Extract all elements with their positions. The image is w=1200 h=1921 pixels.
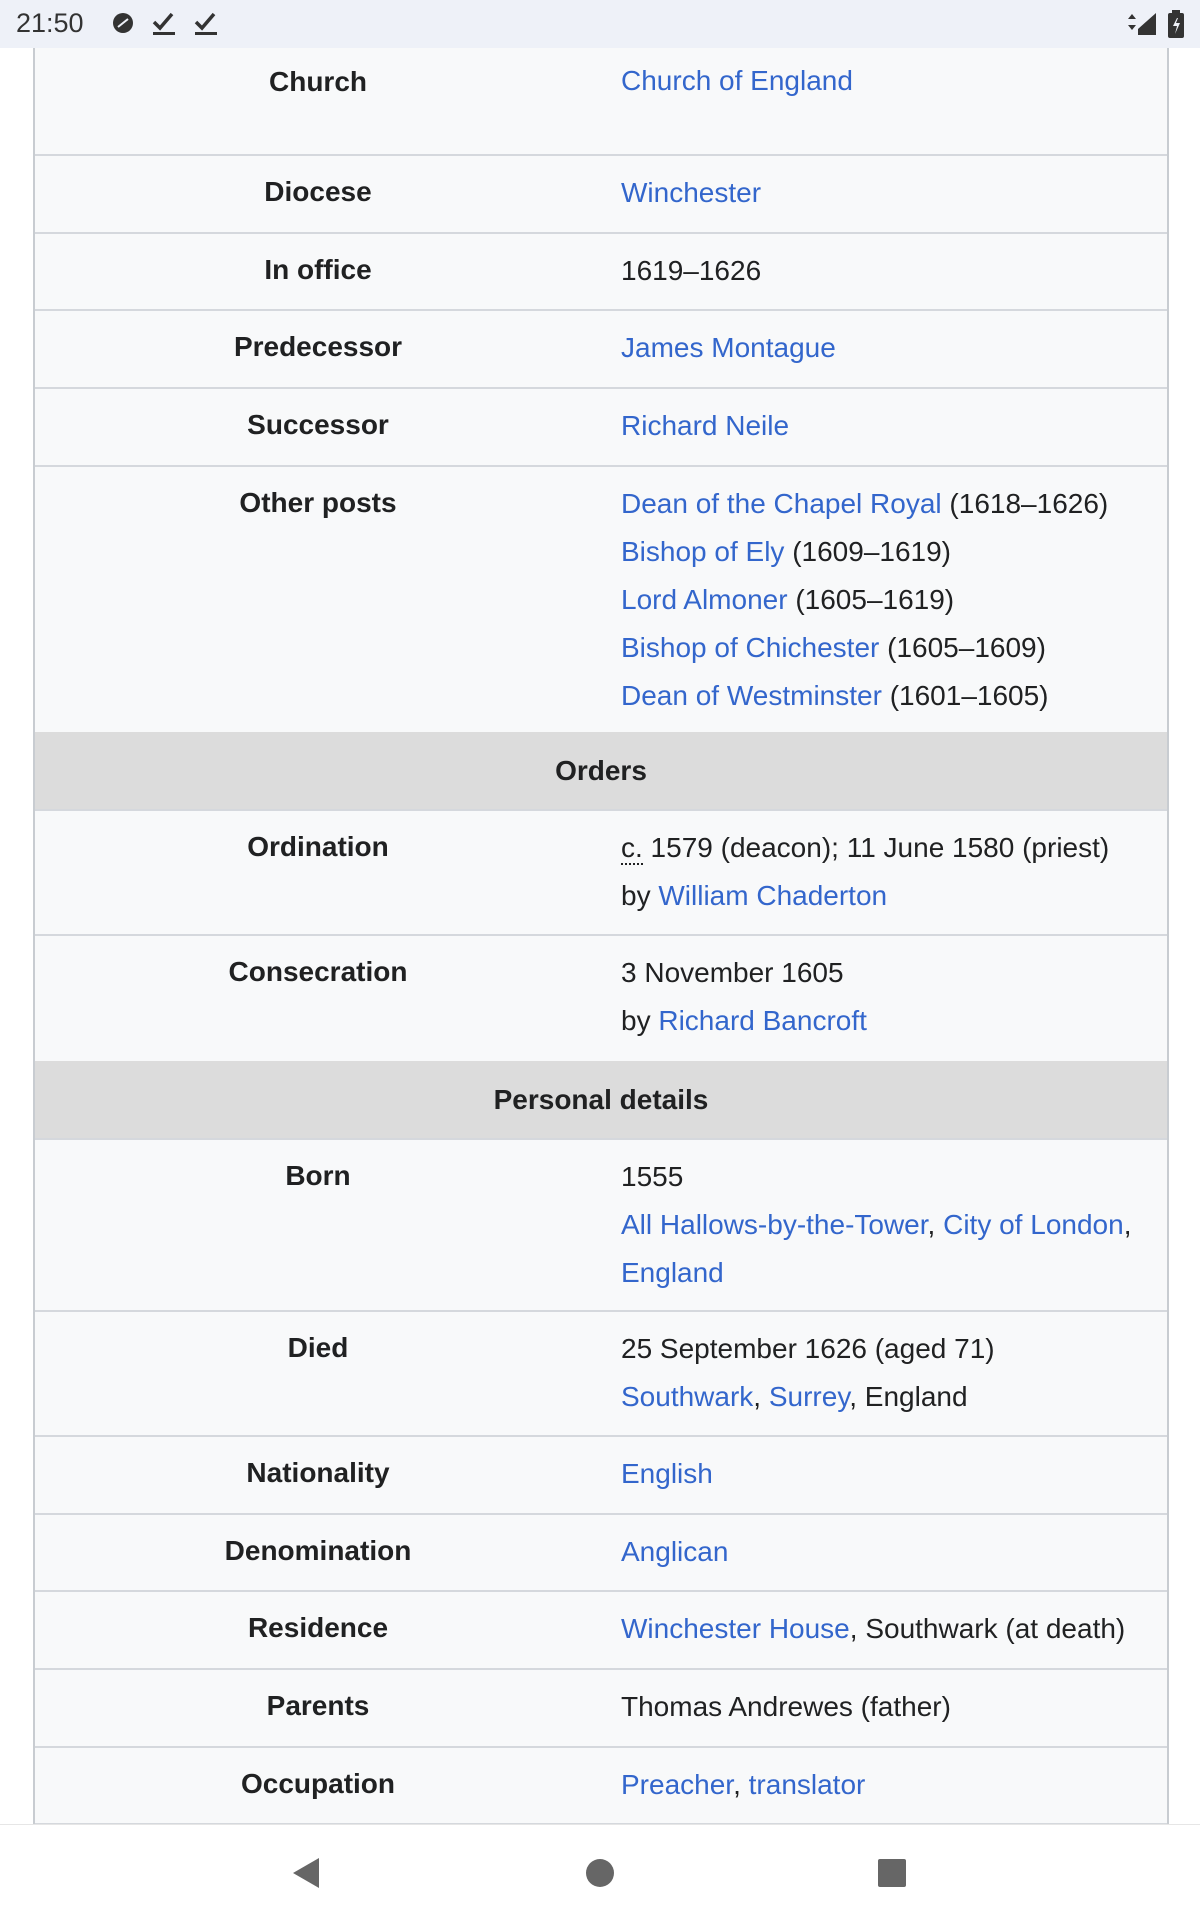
city-link[interactable]: City of London: [943, 1209, 1124, 1240]
born-place-line: [621, 1201, 1147, 1249]
consecration-date: 3 November 1605: [621, 957, 844, 988]
died-place-line: [621, 1373, 1147, 1421]
row-value: [621, 57, 1147, 105]
recents-button[interactable]: [832, 1825, 952, 1921]
other-post-link[interactable]: Bishop of Chichester: [621, 632, 880, 663]
row-label: Consecration: [228, 956, 408, 987]
row-label: Nationality: [246, 1457, 390, 1488]
other-post-line: [621, 624, 1147, 672]
check-download-icon: [192, 8, 220, 38]
row-label: Born: [285, 1160, 351, 1191]
row-consecration: [35, 936, 1167, 1061]
other-post-line: [621, 672, 1147, 720]
row-occupation: [35, 1748, 1167, 1825]
row-label: Other posts: [239, 487, 397, 518]
row-value: [621, 480, 1147, 720]
row-label: Parents: [266, 1690, 370, 1721]
other-post-link[interactable]: Lord Almoner: [621, 584, 788, 615]
row-label: Church: [269, 66, 367, 97]
back-icon: [289, 1855, 323, 1891]
row-label: Died: [287, 1332, 349, 1363]
row-value: 1619–1626: [621, 255, 762, 286]
status-bar: [0, 0, 1200, 48]
status-time: 21:50: [16, 8, 84, 38]
separator: ,: [1123, 1209, 1132, 1240]
birthplace-link[interactable]: All Hallows-by-the-Tower: [621, 1209, 928, 1240]
row-residence: [35, 1592, 1167, 1670]
row-label: Predecessor: [233, 331, 403, 362]
other-post-years: (1609–1619): [784, 536, 951, 567]
denomination-link[interactable]: Anglican: [621, 1536, 729, 1567]
row-label: In office: [264, 254, 372, 285]
recents-icon: [877, 1858, 907, 1888]
other-post-years: (1601–1605): [881, 680, 1049, 711]
row-label: Residence: [247, 1612, 389, 1643]
separator: ,: [927, 1209, 944, 1240]
by-text: by: [621, 880, 659, 911]
signal-icon: [1126, 9, 1160, 39]
section-header-orders: Orders: [35, 732, 1167, 811]
row-born: [35, 1140, 1167, 1312]
other-post-link[interactable]: Bishop of Ely: [621, 536, 785, 567]
residence-tail: , Southwark (at death): [849, 1613, 1126, 1644]
section-header-personal-details: Personal details: [35, 1061, 1167, 1140]
row-value: [621, 1605, 1147, 1653]
row-value: [621, 402, 1147, 450]
row-died: [35, 1312, 1167, 1437]
row-value: [621, 1450, 1147, 1498]
row-value: [621, 1761, 1147, 1809]
row-value: [621, 324, 1147, 372]
row-label: Denomination: [224, 1535, 412, 1566]
other-post-link[interactable]: Dean of Westminster: [621, 680, 882, 711]
other-post-years: (1618–1626): [941, 488, 1109, 519]
nationality-link[interactable]: English: [621, 1458, 713, 1489]
ordainer-link[interactable]: William Chaderton: [658, 880, 888, 911]
home-button[interactable]: [540, 1825, 660, 1921]
other-post-years: (1605–1619): [787, 584, 955, 615]
diocese-link[interactable]: Winchester: [621, 177, 762, 208]
other-post-line: [621, 576, 1147, 624]
separator: ,: [753, 1381, 769, 1412]
born-year: 1555: [621, 1161, 684, 1192]
occupation-link[interactable]: Preacher: [621, 1769, 734, 1800]
notification-icon: [110, 8, 136, 38]
separator: ,: [733, 1769, 749, 1800]
check-download-icon: [150, 8, 178, 38]
home-icon: [585, 1858, 615, 1888]
row-successor: [35, 389, 1167, 467]
circa-abbr[interactable]: c.: [621, 832, 643, 863]
residence-link[interactable]: Winchester House: [621, 1613, 850, 1644]
status-icons-left: [110, 8, 220, 38]
by-text: by: [621, 1005, 659, 1036]
row-in-office: [35, 234, 1167, 311]
born-country-line: [621, 1249, 1147, 1297]
row-value: [621, 1325, 1147, 1421]
row-label: Diocese: [264, 176, 372, 207]
row-value: [621, 824, 1147, 920]
occupation-link[interactable]: translator: [748, 1769, 866, 1800]
other-post-line: [621, 528, 1147, 576]
other-post-line: [621, 480, 1147, 528]
row-value: [621, 1528, 1147, 1576]
other-post-link[interactable]: Dean of the Chapel Royal: [621, 488, 942, 519]
ordination-dates: 1579 (deacon); 11 June 1580 (priest): [642, 832, 1110, 863]
row-predecessor: [35, 311, 1167, 389]
row-value: [621, 169, 1147, 217]
consecrator-link[interactable]: Richard Bancroft: [658, 1005, 867, 1036]
row-denomination: [35, 1515, 1167, 1592]
row-diocese: [35, 156, 1167, 234]
row-ordination: [35, 811, 1167, 936]
row-value: [621, 949, 1147, 1045]
deathplace-link[interactable]: Southwark: [621, 1381, 754, 1412]
battery-icon: [1166, 9, 1186, 39]
successor-link[interactable]: Richard Neile: [621, 410, 790, 441]
row-nationality: [35, 1437, 1167, 1515]
row-label: Successor: [247, 409, 389, 440]
infobox: [33, 48, 1169, 1824]
row-label: Occupation: [240, 1768, 395, 1799]
church-link[interactable]: Church of England: [621, 65, 853, 96]
other-post-years: (1605–1609): [879, 632, 1046, 663]
row-parents: [35, 1670, 1167, 1748]
ordination-line2: [621, 872, 1147, 920]
row-other-posts: [35, 467, 1167, 732]
died-date: 25 September 1626 (aged 71): [621, 1333, 995, 1364]
status-icons-right: [1126, 9, 1186, 39]
ordination-line1: [621, 824, 1147, 872]
consecration-line2: [621, 997, 1147, 1045]
back-button[interactable]: [246, 1825, 366, 1921]
predecessor-link[interactable]: James Montague: [621, 332, 836, 363]
country-text: , England: [849, 1381, 968, 1412]
row-value: Thomas Andrewes (father): [621, 1691, 951, 1722]
row-label: Ordination: [247, 831, 389, 862]
row-value: [621, 1153, 1147, 1297]
country-link[interactable]: England: [621, 1257, 724, 1288]
navigation-bar: [0, 1824, 1200, 1921]
county-link[interactable]: Surrey: [768, 1381, 850, 1412]
